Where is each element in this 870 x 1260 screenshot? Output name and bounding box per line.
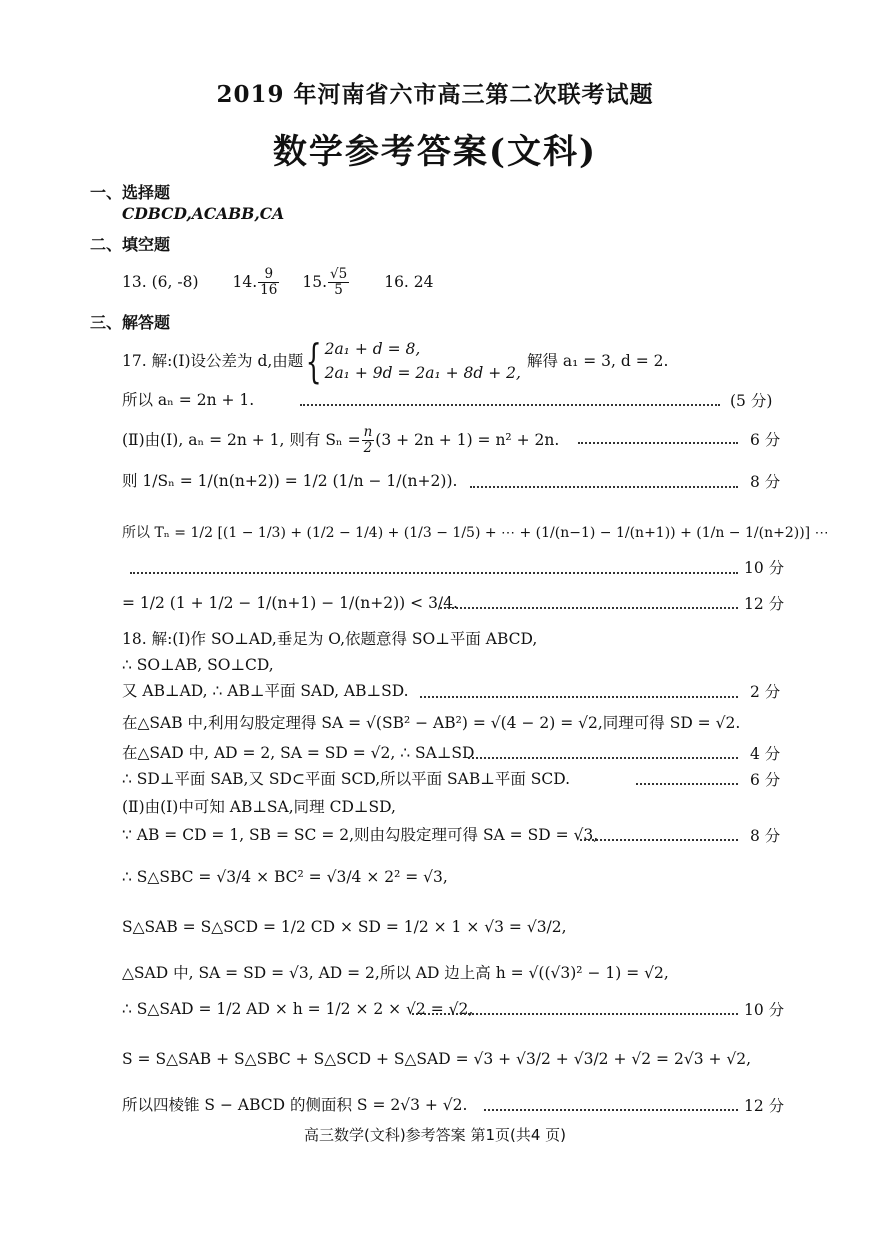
q17-l1-post: 解得 a₁ = 3, d = 2.	[526, 352, 669, 370]
q18-line12: ∴ S△SAD = 1/2 AD × h = 1/2 × 2 × √2 = √2,	[122, 1000, 474, 1018]
q17-l3-den: 2	[363, 439, 373, 456]
q14-num: 9	[258, 267, 279, 283]
section-fill-heading: 二、填空题	[90, 235, 171, 254]
left-brace-icon: {	[305, 334, 322, 388]
q15-fraction	[328, 267, 349, 298]
q14-label: 14.	[232, 273, 258, 291]
q18-line9: ∴ S△SBC = √3/4 × BC² = √3/4 × 2² = √3,	[122, 868, 448, 886]
q18-line4: 在△SAB 中,利用勾股定理得 SA = √(SB² − AB²) = √(4 − 2) = √2,同理可得 SD = √2.	[122, 714, 741, 732]
q15-den: 5	[334, 281, 343, 298]
q17-line7: = 1/2 (1 + 1/2 − 1/(n+1) − 1/(n+2)) < 3/4.	[122, 594, 458, 612]
q15-num: √5	[330, 265, 348, 282]
q17-l1-pre: 17. 解:(Ⅰ)设公差为 d,由题	[122, 352, 304, 370]
q15-label: 15.	[302, 273, 327, 291]
q18-line13: S = S△SAB + S△SBC + S△SCD + S△SAD = √3 + √3/2 + √3/2 + √2 = 2√3 + √2,	[122, 1050, 752, 1068]
q18-score-6: 6 分	[750, 771, 781, 789]
q17-line1	[122, 336, 668, 386]
q17-score-12: 12 分	[744, 595, 785, 613]
dot-leader	[484, 1109, 738, 1111]
q18-line2: ∴ SO⊥AB, SO⊥CD,	[122, 656, 274, 674]
q17-line4: 则 1/Sₙ = 1/(n(n+2)) = 1/2 (1/n − 1/(n+2)).	[122, 472, 458, 490]
q17-score-6: 6 分	[750, 431, 781, 449]
q18-score-8: 8 分	[750, 827, 781, 845]
choice-answers: CDBCD,ACABB,CA	[122, 204, 285, 223]
answer-key-title: 数学参考答案(文科)	[272, 132, 598, 172]
q13-answer: 13. (6, -8)	[122, 273, 199, 291]
q18-score-10: 10 分	[744, 1001, 785, 1019]
dot-leader	[578, 442, 738, 444]
q17-score-8: 8 分	[750, 473, 781, 491]
q17-eq1: 2a₁ + d = 8,	[324, 340, 421, 358]
q14-fraction	[258, 267, 279, 298]
page-footer: 高三数学(文科)参考答案 第1页(共4 页)	[303, 1126, 567, 1144]
q18-line5: 在△SAD 中, AD = 2, SA = SD = √2, ∴ SA⊥SD	[122, 744, 475, 762]
q18-line14: 所以四棱锥 S − ABCD 的侧面积 S = 2√3 + √2.	[122, 1096, 468, 1114]
q17-l3-post: (3 + 2n + 1) = n² + 2n.	[375, 431, 560, 449]
q17-score-5: (5 分)	[730, 392, 773, 410]
dot-leader	[636, 783, 738, 785]
dot-leader	[468, 757, 738, 759]
q18-score-4: 4 分	[750, 745, 781, 763]
q18-line11: △SAD 中, SA = SD = √3, AD = 2,所以 AD 边上高 h = √((√3)² − 1) = √2,	[122, 964, 669, 982]
q17-score-10: 10 分	[744, 559, 785, 577]
q17-l3-num: n	[363, 423, 373, 440]
q17-line3	[122, 420, 559, 460]
dot-leader	[130, 572, 738, 574]
q16-answer: 16. 24	[384, 273, 434, 291]
q17-equation-system	[325, 337, 521, 385]
exam-title: 2019 年河南省六市高三第二次联考试题	[216, 81, 654, 108]
dot-leader	[412, 1013, 738, 1015]
q18-line6: ∴ SD⊥平面 SAB,又 SD⊂平面 SCD,所以平面 SAB⊥平面 SCD.	[122, 770, 571, 788]
section-solution-heading: 三、解答题	[90, 313, 171, 332]
q17-line2: 所以 aₙ = 2n + 1.	[122, 391, 255, 409]
dot-leader	[580, 839, 738, 841]
q18-line8: ∵ AB = CD = 1, SB = SC = 2,则由勾股定理可得 SA = SD = √3,	[122, 826, 599, 844]
dot-leader	[420, 696, 738, 698]
dot-leader	[470, 486, 738, 488]
q18-score-2: 2 分	[750, 683, 781, 701]
dot-leader	[440, 607, 738, 609]
q17-l3-fraction	[362, 425, 375, 456]
q17-eq2: 2a₁ + 9d = 2a₁ + 8d + 2,	[324, 364, 521, 382]
q17-l3-pre: (Ⅱ)由(Ⅰ), aₙ = 2n + 1, 则有 Sₙ =	[122, 431, 361, 449]
q18-score-12: 12 分	[744, 1097, 785, 1115]
q14-den: 16	[260, 281, 278, 298]
fill-answers-row	[122, 262, 434, 302]
q18-line3: 又 AB⊥AD, ∴ AB⊥平面 SAD, AB⊥SD.	[122, 682, 409, 700]
section-choice-heading: 一、选择题	[90, 183, 171, 202]
q17-line5: 所以 Tₙ = 1/2 [(1 − 1/3) + (1/2 − 1/4) + (1/3 − 1/5) + ⋯ + (1/(n−1) − 1/(n+1)) + (1/n − 1/(n+2))] ⋯	[122, 525, 829, 541]
q18-line1: 18. 解:(Ⅰ)作 SO⊥AD,垂足为 O,依题意得 SO⊥平面 ABCD,	[122, 630, 538, 648]
q18-line10: S△SAB = S△SCD = 1/2 CD × SD = 1/2 × 1 × √3 = √3/2,	[122, 918, 567, 936]
q18-line7: (Ⅱ)由(Ⅰ)中可知 AB⊥SA,同理 CD⊥SD,	[122, 798, 396, 816]
dot-leader	[300, 404, 720, 406]
